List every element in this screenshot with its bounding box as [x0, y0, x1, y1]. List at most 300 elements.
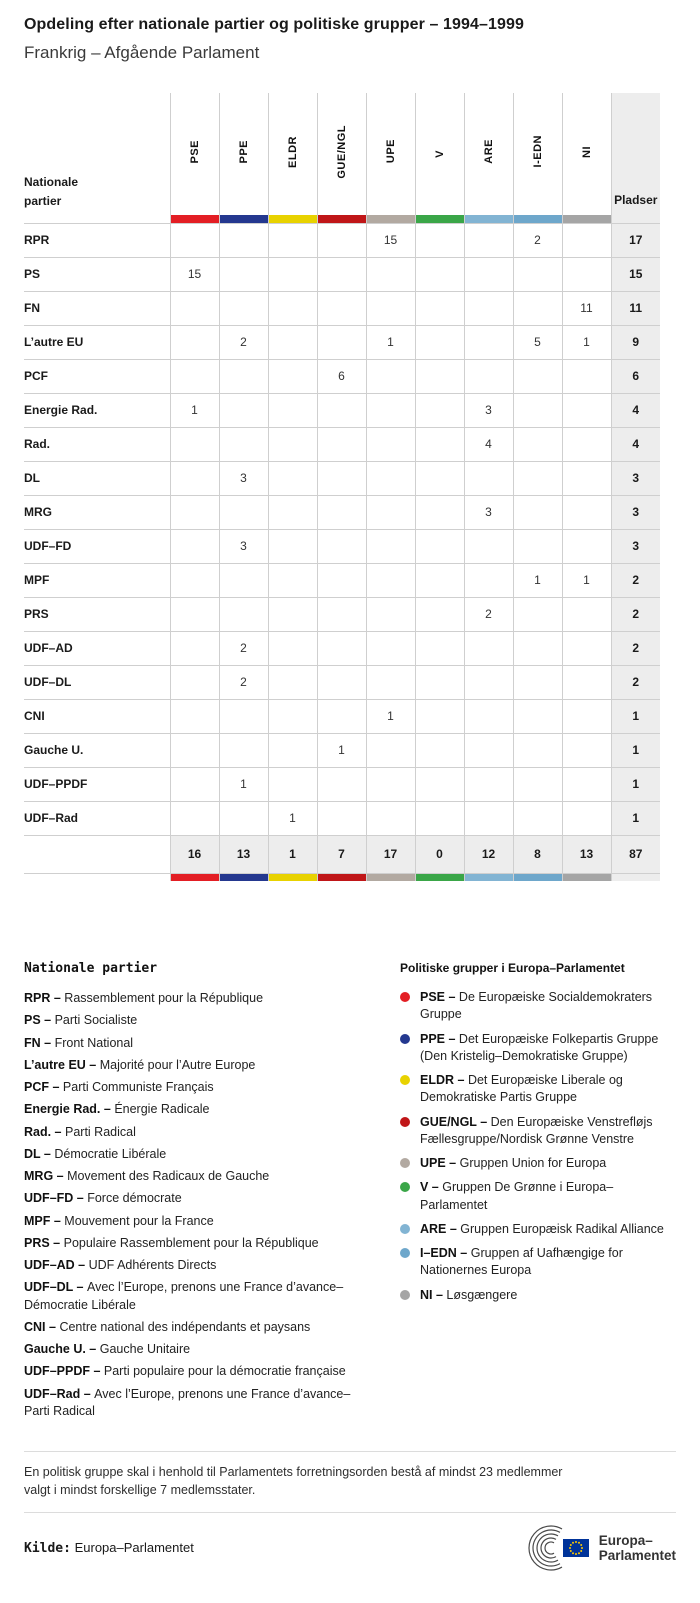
table-row — [24, 325, 660, 359]
table-row — [24, 427, 660, 461]
value-cell-ELDR — [268, 665, 317, 699]
source-row — [24, 1525, 676, 1571]
value-cell-PSE — [170, 563, 219, 597]
totals-spacer — [24, 835, 170, 873]
color-bar-PSE — [170, 215, 219, 223]
national-party-item: UDF–Rad – Avec l’Europe, prenons une France d’avance–Parti Radical — [24, 1386, 351, 1418]
value-cell-GUE/NGL — [317, 699, 366, 733]
source-text — [24, 1540, 194, 1556]
value-cell-ARE — [464, 291, 513, 325]
value-cell-NI — [562, 665, 611, 699]
value-cell-I-EDN — [513, 291, 562, 325]
value-cell-ARE — [464, 631, 513, 665]
value-cell-PSE — [170, 597, 219, 631]
national-parties-legend — [24, 961, 376, 1425]
national-party-item: FN – Front National — [24, 1035, 134, 1050]
color-bar-ARE — [464, 215, 513, 223]
value-cell-ARE: 4 — [464, 427, 513, 461]
value-cell-UPE — [366, 767, 415, 801]
party-label: Gauche U. — [24, 733, 170, 767]
value-cell-ELDR — [268, 529, 317, 563]
value-cell-PSE — [170, 529, 219, 563]
group-header-PPE: PPE — [219, 93, 268, 215]
value-cell-GUE/NGL — [317, 325, 366, 359]
group-header-ARE: ARE — [464, 93, 513, 215]
value-cell-ELDR — [268, 733, 317, 767]
value-cell-V — [415, 223, 464, 257]
value-cell-GUE/NGL — [317, 291, 366, 325]
seats-cell: 15 — [611, 257, 660, 291]
value-cell-UPE — [366, 665, 415, 699]
table-row — [24, 563, 660, 597]
value-cell-NI — [562, 767, 611, 801]
table-head — [24, 93, 660, 223]
table-row — [24, 291, 660, 325]
table-foot — [24, 835, 660, 881]
value-cell-ELDR — [268, 291, 317, 325]
total-cell-V: 0 — [415, 835, 464, 873]
value-cell-PSE — [170, 631, 219, 665]
value-cell-UPE — [366, 733, 415, 767]
national-party-item: PCF – Parti Communiste Français — [24, 1080, 214, 1094]
seats-cell: 4 — [611, 427, 660, 461]
value-cell-GUE/NGL — [317, 223, 366, 257]
value-cell-ELDR — [268, 325, 317, 359]
ppe-color-dot-icon — [400, 1034, 410, 1044]
party-label: MPF — [24, 563, 170, 597]
table-row — [24, 393, 660, 427]
value-cell-I-EDN — [513, 699, 562, 733]
value-cell-UPE — [366, 631, 415, 665]
value-cell-ARE — [464, 359, 513, 393]
group-header-V: V — [415, 93, 464, 215]
seats-cell: 1 — [611, 699, 660, 733]
national-party-item: MPF – Mouvement pour la France — [24, 1213, 214, 1228]
table-row — [24, 223, 660, 257]
table-row — [24, 257, 660, 291]
value-cell-I-EDN — [513, 427, 562, 461]
source-label: Kilde: — [24, 1541, 71, 1557]
value-cell-V — [415, 461, 464, 495]
value-cell-ARE: 2 — [464, 597, 513, 631]
value-cell-I-EDN — [513, 801, 562, 835]
value-cell-PSE — [170, 427, 219, 461]
value-cell-ELDR — [268, 699, 317, 733]
bar-seats-spacer — [611, 873, 660, 881]
row-header-label: Nationale partier — [24, 174, 79, 208]
seats-cell: 11 — [611, 291, 660, 325]
table-body — [24, 223, 660, 835]
value-cell-V — [415, 563, 464, 597]
totals-row — [24, 835, 660, 873]
value-cell-ARE — [464, 529, 513, 563]
value-cell-GUE/NGL — [317, 257, 366, 291]
table-row — [24, 665, 660, 699]
value-cell-V — [415, 767, 464, 801]
value-cell-ARE — [464, 699, 513, 733]
value-cell-UPE — [366, 359, 415, 393]
value-cell-PSE — [170, 699, 219, 733]
value-cell-V — [415, 427, 464, 461]
seats-cell: 3 — [611, 461, 660, 495]
value-cell-ELDR — [268, 393, 317, 427]
value-cell-ARE — [464, 563, 513, 597]
ep-logo — [511, 1525, 676, 1571]
value-cell-NI — [562, 529, 611, 563]
value-cell-PSE — [170, 461, 219, 495]
national-party-item: UDF–FD – Force démocrate — [24, 1191, 182, 1206]
value-cell-GUE/NGL — [317, 495, 366, 529]
value-cell-ELDR: 1 — [268, 801, 317, 835]
group-header-GUE/NGL: GUE/NGL — [317, 93, 366, 215]
value-cell-ELDR — [268, 767, 317, 801]
value-cell-NI — [562, 461, 611, 495]
group-header-PSE: PSE — [170, 93, 219, 215]
seats-cell: 2 — [611, 665, 660, 699]
value-cell-PPE: 2 — [219, 631, 268, 665]
value-cell-UPE — [366, 291, 415, 325]
national-party-item: PRS – Populaire Rassemblement pour la République — [24, 1235, 319, 1250]
value-cell-ELDR — [268, 257, 317, 291]
table-row — [24, 699, 660, 733]
group-header-ELDR: ELDR — [268, 93, 317, 215]
value-cell-I-EDN — [513, 495, 562, 529]
value-cell-V — [415, 597, 464, 631]
value-cell-UPE — [366, 563, 415, 597]
value-cell-I-EDN: 5 — [513, 325, 562, 359]
value-cell-PPE: 1 — [219, 767, 268, 801]
gue-ngl-color-dot-icon — [400, 1117, 410, 1127]
table-row — [24, 733, 660, 767]
value-cell-PPE — [219, 291, 268, 325]
party-label: MRG — [24, 495, 170, 529]
value-cell-GUE/NGL — [317, 767, 366, 801]
party-label: PS — [24, 257, 170, 291]
group-legend-item: NI – Løsgængere — [400, 1287, 676, 1304]
political-groups-heading: Politiske grupper i Europa–Parlamentet — [400, 961, 625, 975]
value-cell-UPE: 15 — [366, 223, 415, 257]
group-header-NI: NI — [562, 93, 611, 215]
seats-cell: 2 — [611, 597, 660, 631]
bar-spacer — [24, 215, 170, 223]
value-cell-V — [415, 665, 464, 699]
color-bar-ELDR — [268, 873, 317, 881]
national-parties-heading: Nationale partier — [24, 961, 158, 976]
table-row — [24, 461, 660, 495]
value-cell-I-EDN — [513, 597, 562, 631]
seats-cell: 2 — [611, 631, 660, 665]
value-cell-PSE — [170, 801, 219, 835]
value-cell-NI: 11 — [562, 291, 611, 325]
value-cell-ARE: 3 — [464, 393, 513, 427]
value-cell-I-EDN — [513, 461, 562, 495]
value-cell-GUE/NGL: 1 — [317, 733, 366, 767]
bar-seats-spacer — [611, 215, 660, 223]
value-cell-PPE — [219, 257, 268, 291]
group-legend-item: PSE – De Europæiske Socialdemokraters Gruppe — [400, 989, 676, 1024]
value-cell-ELDR — [268, 495, 317, 529]
table-row — [24, 631, 660, 665]
value-cell-ELDR — [268, 223, 317, 257]
seats-cell: 1 — [611, 733, 660, 767]
value-cell-ARE — [464, 801, 513, 835]
value-cell-UPE — [366, 529, 415, 563]
are-color-dot-icon — [400, 1224, 410, 1234]
value-cell-PSE — [170, 223, 219, 257]
political-groups-legend — [400, 961, 676, 1425]
party-label: L’autre EU — [24, 325, 170, 359]
seats-cell: 2 — [611, 563, 660, 597]
group-header-I-EDN: I-EDN — [513, 93, 562, 215]
color-bar-V — [415, 873, 464, 881]
party-label: RPR — [24, 223, 170, 257]
value-cell-V — [415, 529, 464, 563]
value-cell-V — [415, 801, 464, 835]
party-label: Rad. — [24, 427, 170, 461]
value-cell-PSE — [170, 733, 219, 767]
value-cell-ARE — [464, 325, 513, 359]
national-party-item: UDF–AD – UDF Adhérents Directs — [24, 1258, 217, 1272]
national-party-item: UDF–DL – Avec l’Europe, prenons une France d’avance– Démocratie Libérale — [24, 1280, 344, 1312]
seats-cell: 1 — [611, 801, 660, 835]
value-cell-PPE — [219, 495, 268, 529]
color-bar-NI — [562, 215, 611, 223]
value-cell-ARE — [464, 733, 513, 767]
party-label: Energie Rad. — [24, 393, 170, 427]
national-party-item: CNI – Centre national des indépendants et paysans — [24, 1319, 311, 1334]
value-cell-I-EDN — [513, 767, 562, 801]
group-legend-item: GUE/NGL – Den Europæiske Venstrefløjs Fællesgruppe/Nordisk Grønne Venstre — [400, 1114, 676, 1149]
party-label: UDF–DL — [24, 665, 170, 699]
table-row — [24, 495, 660, 529]
value-cell-PPE — [219, 597, 268, 631]
value-cell-PSE — [170, 291, 219, 325]
value-cell-NI — [562, 495, 611, 529]
value-cell-PPE — [219, 223, 268, 257]
value-cell-NI — [562, 733, 611, 767]
total-cell-NI: 13 — [562, 835, 611, 873]
value-cell-PPE: 2 — [219, 665, 268, 699]
color-bar-PPE — [219, 215, 268, 223]
total-cell-ARE: 12 — [464, 835, 513, 873]
value-cell-PPE: 3 — [219, 529, 268, 563]
color-bar-I-EDN — [513, 873, 562, 881]
group-legend-item: PPE – Det Europæiske Folkepartis Gruppe (Den Kristelig–Demokratiske Gruppe) — [400, 1031, 676, 1066]
national-party-item: UDF–PPDF – Parti populaire pour la démocratie française — [24, 1364, 346, 1379]
value-cell-PPE — [219, 801, 268, 835]
ep-logo-line1: Europa– — [598, 1533, 653, 1549]
value-cell-I-EDN — [513, 393, 562, 427]
national-parties-list — [24, 990, 376, 1420]
seats-cell: 1 — [611, 767, 660, 801]
value-cell-NI — [562, 597, 611, 631]
page-title: Opdeling efter nationale partier og politiske grupper – 1994–1999 — [24, 16, 524, 33]
value-cell-GUE/NGL — [317, 427, 366, 461]
group-legend-item: ELDR – Det Europæiske Liberale og Demokratiske Partis Gruppe — [400, 1072, 676, 1107]
value-cell-V — [415, 733, 464, 767]
color-bar-UPE — [366, 873, 415, 881]
value-cell-I-EDN — [513, 733, 562, 767]
bar-spacer — [24, 873, 170, 881]
value-cell-NI — [562, 359, 611, 393]
value-cell-V — [415, 257, 464, 291]
party-label: UDF–PPDF — [24, 767, 170, 801]
seats-cell: 3 — [611, 529, 660, 563]
color-bar-I-EDN — [513, 215, 562, 223]
value-cell-V — [415, 359, 464, 393]
ep-logo-text — [599, 1533, 676, 1563]
eldr-color-dot-icon — [400, 1075, 410, 1085]
total-cell-I-EDN: 8 — [513, 835, 562, 873]
seats-header: Pladser — [611, 93, 660, 215]
value-cell-ELDR — [268, 461, 317, 495]
national-party-item: L’autre EU – Majorité pour l’Autre Europe — [24, 1057, 256, 1072]
value-cell-UPE — [366, 393, 415, 427]
source-value: Europa–Parlamentet — [74, 1540, 194, 1556]
value-cell-GUE/NGL — [317, 529, 366, 563]
ni-color-dot-icon — [400, 1290, 410, 1300]
table-row — [24, 359, 660, 393]
group-legend-item: I–EDN – Gruppen af Uafhængige for Nationernes Europa — [400, 1245, 676, 1280]
footnote: En politisk gruppe skal i henhold til Parlamentets forretningsorden bestå af mindst 23 medlemmer valgt i mindst forskellige 7 medlemsstater. — [24, 1451, 676, 1513]
value-cell-PSE: 15 — [170, 257, 219, 291]
party-label: UDF–AD — [24, 631, 170, 665]
value-cell-PPE: 2 — [219, 325, 268, 359]
value-cell-PPE — [219, 699, 268, 733]
group-legend-item: UPE – Gruppen Union for Europa — [400, 1155, 676, 1172]
value-cell-GUE/NGL — [317, 393, 366, 427]
party-label: PCF — [24, 359, 170, 393]
national-party-item: RPR – Rassemblement pour la République — [24, 991, 264, 1005]
group-legend-item: ARE – Gruppen Europæisk Radikal Alliance — [400, 1221, 676, 1238]
value-cell-UPE — [366, 495, 415, 529]
value-cell-I-EDN — [513, 631, 562, 665]
color-bar-V — [415, 215, 464, 223]
color-bar-PSE — [170, 873, 219, 881]
value-cell-ARE — [464, 223, 513, 257]
value-cell-GUE/NGL — [317, 665, 366, 699]
table-header-row — [24, 93, 660, 215]
value-cell-PSE — [170, 359, 219, 393]
value-cell-ELDR — [268, 631, 317, 665]
v-color-dot-icon — [400, 1182, 410, 1192]
value-cell-V — [415, 631, 464, 665]
table-row — [24, 529, 660, 563]
value-cell-V — [415, 495, 464, 529]
value-cell-NI — [562, 631, 611, 665]
pse-color-dot-icon — [400, 992, 410, 1002]
table-row — [24, 801, 660, 835]
value-cell-ARE — [464, 461, 513, 495]
ep-logo-line2: Parlamentet — [598, 1548, 676, 1564]
color-bar-UPE — [366, 215, 415, 223]
table-row — [24, 767, 660, 801]
value-cell-NI — [562, 257, 611, 291]
seats-cell: 17 — [611, 223, 660, 257]
value-cell-NI — [562, 393, 611, 427]
value-cell-UPE — [366, 461, 415, 495]
value-cell-PPE — [219, 359, 268, 393]
group-header-UPE: UPE — [366, 93, 415, 215]
value-cell-NI — [562, 801, 611, 835]
total-cell-PPE: 13 — [219, 835, 268, 873]
party-label: PRS — [24, 597, 170, 631]
table-row — [24, 597, 660, 631]
party-label: CNI — [24, 699, 170, 733]
value-cell-V — [415, 393, 464, 427]
total-seats-cell: 87 — [611, 835, 660, 873]
value-cell-I-EDN — [513, 665, 562, 699]
value-cell-V — [415, 325, 464, 359]
value-cell-ELDR — [268, 563, 317, 597]
value-cell-UPE — [366, 801, 415, 835]
value-cell-ARE — [464, 767, 513, 801]
value-cell-ARE: 3 — [464, 495, 513, 529]
value-cell-NI — [562, 427, 611, 461]
value-cell-PSE — [170, 665, 219, 699]
value-cell-GUE/NGL — [317, 597, 366, 631]
value-cell-PSE — [170, 495, 219, 529]
value-cell-PPE — [219, 427, 268, 461]
value-cell-ELDR — [268, 597, 317, 631]
color-bar-GUE/NGL — [317, 215, 366, 223]
value-cell-I-EDN — [513, 529, 562, 563]
value-cell-GUE/NGL — [317, 563, 366, 597]
party-label: UDF–Rad — [24, 801, 170, 835]
group-legend-list — [400, 989, 676, 1304]
party-label: FN — [24, 291, 170, 325]
national-party-item: Gauche U. – Gauche Unitaire — [24, 1342, 191, 1356]
value-cell-NI — [562, 223, 611, 257]
national-party-item: DL – Démocratie Libérale — [24, 1146, 167, 1161]
value-cell-UPE — [366, 257, 415, 291]
value-cell-PPE: 3 — [219, 461, 268, 495]
value-cell-GUE/NGL — [317, 631, 366, 665]
value-cell-NI: 1 — [562, 325, 611, 359]
value-cell-NI — [562, 699, 611, 733]
value-cell-PPE — [219, 733, 268, 767]
color-bar-NI — [562, 873, 611, 881]
value-cell-UPE — [366, 427, 415, 461]
national-party-item: MRG – Movement des Radicaux de Gauche — [24, 1169, 270, 1183]
value-cell-I-EDN — [513, 359, 562, 393]
value-cell-UPE: 1 — [366, 699, 415, 733]
total-cell-GUE/NGL: 7 — [317, 835, 366, 873]
value-cell-ELDR — [268, 427, 317, 461]
value-cell-PPE — [219, 393, 268, 427]
bottom-color-bar-row — [24, 873, 660, 881]
value-cell-NI: 1 — [562, 563, 611, 597]
seats-cell: 9 — [611, 325, 660, 359]
value-cell-PPE — [219, 563, 268, 597]
value-cell-GUE/NGL — [317, 461, 366, 495]
seats-cell: 3 — [611, 495, 660, 529]
upe-color-dot-icon — [400, 1158, 410, 1168]
value-cell-PSE: 1 — [170, 393, 219, 427]
value-cell-UPE — [366, 597, 415, 631]
ep-logo-mark — [511, 1525, 591, 1571]
seats-cell: 6 — [611, 359, 660, 393]
national-party-item: Rad. – Parti Radical — [24, 1124, 136, 1139]
value-cell-ELDR — [268, 359, 317, 393]
value-cell-UPE: 1 — [366, 325, 415, 359]
value-cell-PSE — [170, 325, 219, 359]
top-color-bar-row — [24, 215, 660, 223]
value-cell-I-EDN — [513, 257, 562, 291]
value-cell-V — [415, 699, 464, 733]
seats-cell: 4 — [611, 393, 660, 427]
value-cell-GUE/NGL: 6 — [317, 359, 366, 393]
